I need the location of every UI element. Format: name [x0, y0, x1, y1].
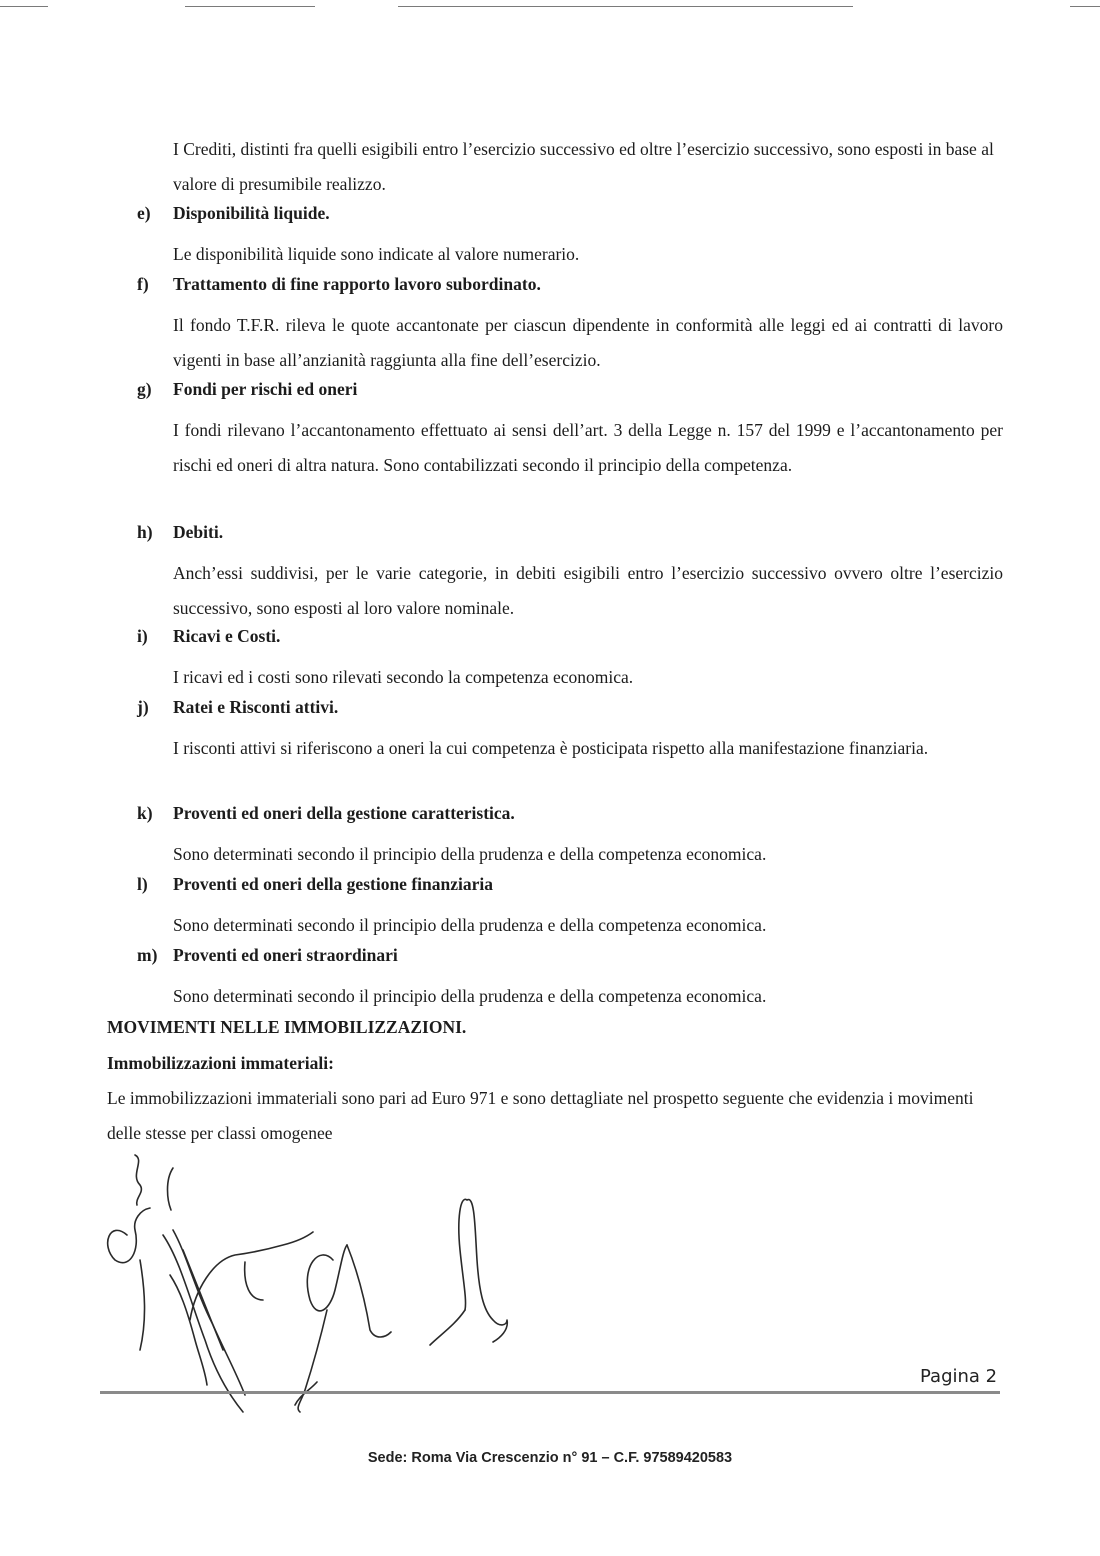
section-marker: h): [137, 522, 153, 542]
top-scan-rule-mid: [185, 6, 315, 7]
top-scan-rule-main: [398, 6, 853, 7]
section-heading: Proventi ed oneri della gestione caratteristica.: [173, 803, 515, 823]
section-heading: Fondi per rischi ed oneri: [173, 379, 358, 399]
section-body: I ricavi ed i costi sono rilevati secondo la competenza economica.: [173, 667, 634, 687]
section-marker: j): [137, 697, 149, 717]
section-heading: Proventi ed oneri della gestione finanziaria: [173, 874, 493, 894]
section-heading: Trattamento di fine rapporto lavoro subordinato.: [173, 274, 541, 294]
movements-title: MOVIMENTI NELLE IMMOBILIZZAZIONI.: [107, 1017, 467, 1037]
section-marker: i): [137, 626, 148, 646]
section-body: Sono determinati secondo il principio della prudenza e della competenza economica.: [173, 986, 767, 1006]
section-heading: Ratei e Risconti attivi.: [173, 697, 339, 717]
section-marker: k): [137, 803, 153, 823]
section-marker: e): [137, 203, 151, 223]
handwritten-signature: [95, 1150, 535, 1420]
section-marker: m): [137, 945, 158, 965]
section-heading: Disponibilità liquide.: [173, 203, 330, 223]
section-marker: f): [137, 274, 149, 294]
section-body: I risconti attivi si riferiscono a oneri la cui competenza è posticipata rispetto alla manifestazione finanziaria.: [173, 738, 929, 758]
section-heading: Proventi ed oneri straordinari: [173, 945, 398, 965]
top-scan-rule-right: [1070, 6, 1100, 7]
section-body: Sono determinati secondo il principio della prudenza e della competenza economica.: [173, 844, 767, 864]
intangible-text: Le immobilizzazioni immateriali sono pari ad Euro 971 e sono dettagliate nel prospetto seguente che evidenzia i movimenti delle stesse per classi omogenee: [107, 1088, 974, 1143]
top-scan-rule-left: [0, 6, 48, 7]
section-body: Il fondo T.F.R. rileva le quote accantonate per ciascun dipendente in conformità alle leggi ed ai contratti di lavoro vigenti in base all’anzianità raggiunta alla fine dell’esercizio.: [173, 315, 1003, 370]
footer-rule: [100, 1391, 1000, 1394]
section-body: Sono determinati secondo il principio della prudenza e della competenza economica.: [173, 915, 767, 935]
section-marker: g): [137, 379, 152, 399]
section-body: Le disponibilità liquide sono indicate al valore numerario.: [173, 244, 580, 264]
section-heading: Ricavi e Costi.: [173, 626, 281, 646]
intro-paragraph: I Crediti, distinti fra quelli esigibili entro l’esercizio successivo ed oltre l’esercizio successivo, sono esposti in base al valore di presumibile realizzo.: [173, 139, 994, 194]
section-body: Anch’essi suddivisi, per le varie categorie, in debiti esigibili entro l’esercizio successivo ovvero oltre l’esercizio successivo, sono esposti al loro valore nominale.: [173, 563, 1003, 618]
section-body: I fondi rilevano l’accantonamento effettuato ai sensi dell’art. 3 della Legge n. 157 del 1999 e l’accantonamento per rischi ed oneri di altra natura. Sono contabilizzati secondo il principio della competenza.: [173, 420, 1003, 475]
section-marker: l): [137, 874, 148, 894]
intangible-heading: Immobilizzazioni immateriali:: [107, 1053, 334, 1073]
section-heading: Debiti.: [173, 522, 224, 542]
footer-address: Sede: Roma Via Crescenzio n° 91 – C.F. 97589420583: [367, 1450, 733, 1466]
page-number: Pagina 2: [920, 1366, 998, 1387]
